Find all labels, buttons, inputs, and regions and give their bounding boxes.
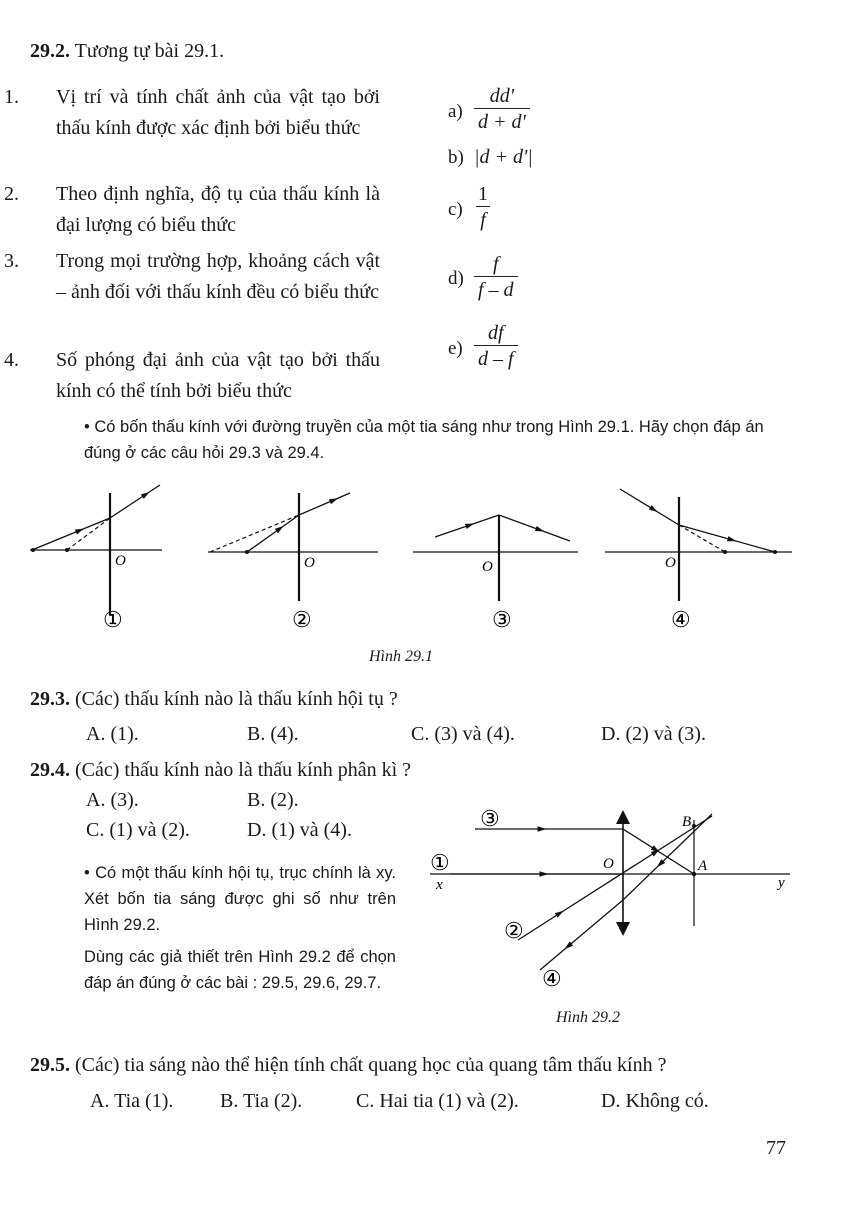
incident-ray	[32, 518, 110, 550]
question-number: 29.5.	[30, 1054, 70, 1076]
numerator: f	[493, 253, 499, 275]
lens-number-1: ①	[103, 607, 123, 632]
option-b-expression: |d + d'|	[474, 146, 533, 168]
center-label: O	[115, 553, 126, 569]
center-label: O	[482, 559, 493, 575]
option-e-label: e)	[448, 338, 463, 359]
question-number: 29.2.	[30, 40, 70, 62]
q29-3-answer-d[interactable]: D. (2) và (3).	[601, 723, 706, 745]
label-O: O	[603, 856, 614, 872]
q29-5-answer-b[interactable]: B. Tia (2).	[220, 1090, 303, 1112]
denominator: d + d'	[474, 108, 530, 135]
lens-number-4: ④	[671, 607, 691, 632]
question-text: (Các) tia sáng nào thể hiện tính chất quang học của quang tâm thấu kính ?	[75, 1054, 667, 1076]
item-number: 3.	[4, 250, 19, 272]
figure-29-2	[420, 800, 800, 1000]
item-number: 1.	[4, 86, 19, 108]
q29-5-text	[30, 1050, 666, 1081]
item-text: Vị trí và tính chất ảnh của vật tạo bởi thấu kính được xác định bởi biểu thức	[56, 86, 380, 139]
q29-4-answer-c[interactable]: C. (1) và (2).	[86, 819, 190, 841]
denominator: f – d	[474, 276, 518, 303]
ray-2	[518, 816, 712, 940]
note-figure-29-1: • Có bốn thấu kính với đường truyền của một tia sáng như trong Hình 29.1. Hãy chọn đáp án đúng ở các câu hỏi 29.3 và 29.4.	[84, 418, 764, 462]
option-d-label: d)	[448, 268, 464, 289]
refracted-ray	[499, 515, 570, 541]
item-number: 4.	[4, 349, 19, 371]
incident-ray	[435, 515, 499, 537]
label-A: A	[698, 858, 708, 874]
note-paragraph-1: • Có một thấu kính hội tụ, trục chính là xy. Xét bốn tia sáng được ghi số như trên Hình 29.2.	[84, 864, 396, 934]
refracted-ray	[299, 493, 350, 515]
item-text: Theo định nghĩa, độ tụ của thấu kính là đại lượng có biểu thức	[56, 183, 380, 236]
incident-ray	[247, 515, 299, 552]
q29-4-text	[30, 755, 411, 786]
q29-4-answer-a[interactable]: A. (3).	[86, 789, 139, 811]
q29-5-answer-c[interactable]: C. Hai tia (1) và (2).	[356, 1090, 519, 1112]
option-e-fraction	[474, 321, 518, 372]
q29-2-item-2	[4, 179, 380, 241]
q29-4-answer-d[interactable]: D. (1) và (4).	[247, 819, 352, 841]
question-number: 29.3.	[30, 688, 70, 710]
q29-5-answer-a[interactable]: A. Tia (1).	[90, 1090, 174, 1112]
q29-2-item-3	[4, 246, 380, 308]
q29-3-answer-a[interactable]: A. (1).	[86, 723, 139, 745]
q29-3-text	[30, 684, 398, 715]
refracted-ray	[679, 525, 775, 552]
ray-number-4: ④	[542, 966, 562, 991]
incident-ray	[620, 489, 679, 525]
q29-2-item-4	[4, 345, 380, 407]
lens-4-diagram	[605, 489, 792, 632]
figure-29-1-caption: Hình 29.1	[369, 648, 433, 665]
ray-4	[623, 814, 712, 900]
item-text: Trong mọi trường hợp, khoảng cách vật – ảnh đối với thấu kính đều có biểu thức	[56, 250, 380, 303]
numerator: df	[488, 322, 504, 344]
center-label: O	[304, 555, 315, 571]
lens-number-2: ②	[292, 607, 312, 632]
page-number: 77	[766, 1137, 786, 1159]
label-y: y	[778, 875, 785, 891]
q29-2-item-1	[4, 82, 380, 144]
numerator: dd'	[489, 85, 515, 107]
label-x: x	[436, 877, 443, 893]
option-b-label: b)	[448, 147, 464, 168]
option-c-label: c)	[448, 199, 463, 220]
option-c-fraction	[474, 182, 492, 233]
numerator: 1	[478, 183, 488, 205]
figure-29-2-caption: Hình 29.2	[556, 1009, 620, 1026]
item-number: 2.	[4, 183, 19, 205]
extension-dashed	[679, 525, 725, 552]
center-label: O	[665, 555, 676, 571]
denominator: d – f	[474, 345, 518, 372]
option-d-fraction	[474, 252, 518, 303]
question-text: (Các) thấu kính nào là thấu kính hội tụ ?	[75, 688, 398, 710]
label-B: B	[682, 814, 692, 830]
question-text: (Các) thấu kính nào là thấu kính phân kì ?	[75, 759, 412, 781]
q29-2-heading	[30, 36, 224, 67]
extension-dashed	[67, 518, 110, 550]
note-figure-29-2	[84, 860, 396, 996]
option-a-fraction	[474, 84, 530, 135]
lens-1-diagram	[30, 485, 162, 632]
lens-2-diagram	[208, 493, 378, 632]
lens-number-3: ③	[492, 607, 512, 632]
question-intro: Tương tự bài 29.1.	[74, 40, 225, 62]
ray-number-1: ①	[430, 850, 450, 875]
note-paragraph-2: Dùng các giả thiết trên Hình 29.2 để chọn đáp án đúng ở các bài : 29.5, 29.6, 29.7.	[84, 948, 396, 992]
figure-29-1	[20, 475, 810, 675]
lens-3-diagram	[413, 515, 578, 632]
item-text: Số phóng đại ảnh của vật tạo bởi thấu kính có thể tính bởi biểu thức	[56, 349, 380, 402]
ray-number-3: ③	[480, 806, 500, 831]
refracted-ray	[110, 485, 160, 518]
q29-5-answer-d[interactable]: D. Không có.	[601, 1090, 709, 1112]
question-number: 29.4.	[30, 759, 70, 781]
option-a-label: a)	[448, 101, 463, 122]
q29-3-answer-c[interactable]: C. (3) và (4).	[411, 723, 515, 745]
denominator: f	[476, 206, 490, 233]
ray-number-2: ②	[504, 918, 524, 943]
q29-3-answer-b[interactable]: B. (4).	[247, 723, 299, 745]
q29-4-answer-b[interactable]: B. (2).	[247, 789, 299, 811]
